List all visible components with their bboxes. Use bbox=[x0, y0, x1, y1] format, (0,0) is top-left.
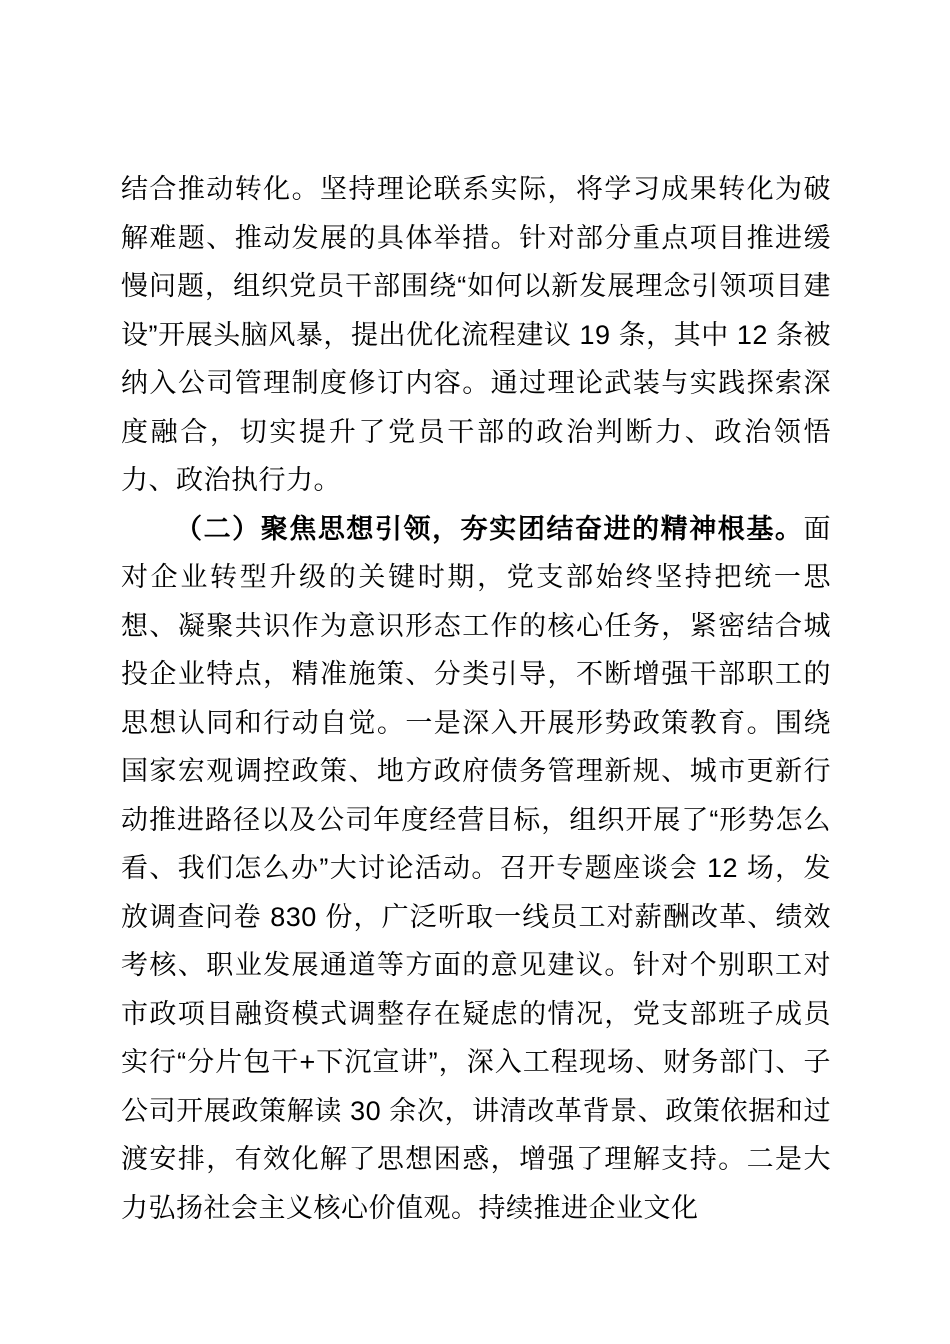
paragraph-continuation bbox=[121, 165, 831, 505]
paragraph-section-two bbox=[121, 505, 831, 1233]
document-body-text bbox=[121, 165, 831, 1232]
section-heading-text: （二）聚焦思想引领，夯实团结奋进的精神根基。 bbox=[175, 513, 804, 544]
body-text-segment: 结合推动转化。坚持理论联系实际，将学习成果转化为破解难题、推动发展的具体举措。针对部分重点项目推进缓慢问题，组织党员干部围绕“如何以新发展理念引领项目建设”开展头脑风暴，提出优化流程建议 19 条，其中 12 条被纳入公司管理制度修订内容。通过理论武装与实践探索深度融合，切实提升了党员干部的政治判断力、政治领悟力、政治执行力。 bbox=[121, 174, 831, 495]
body-text-segment: 面对企业转型升级的关键时期，党支部始终坚持把统一思想、凝聚共识作为意识形态工作的核心任务，紧密结合城投企业特点，精准施策、分类引导，不断增强干部职工的思想认同和行动自觉。一是深入开展形势政策教育。围绕国家宏观调控政策、地方政府债务管理新规、城市更新行动推进路径以及公司年度经营目标，组织开展了“形势怎么看、我们怎么办”大讨论活动。召开专题座谈会 12 场，发放调查问卷 830 份，广泛听取一线员工对薪酬改革、绩效考核、职业发展通道等方面的意见建议。针对个别职工对市政项目融资模式调整存在疑虑的情况，党支部班子成员实行“分片包干+下沉宣讲”，深入工程现场、财务部门、子公司开展政策解读 30 余次，讲清改革背景、政策依据和过渡安排，有效化解了思想困惑，增强了理解支持。二是大力弘扬社会主义核心价值观。持续推进企业文化 bbox=[121, 513, 831, 1223]
